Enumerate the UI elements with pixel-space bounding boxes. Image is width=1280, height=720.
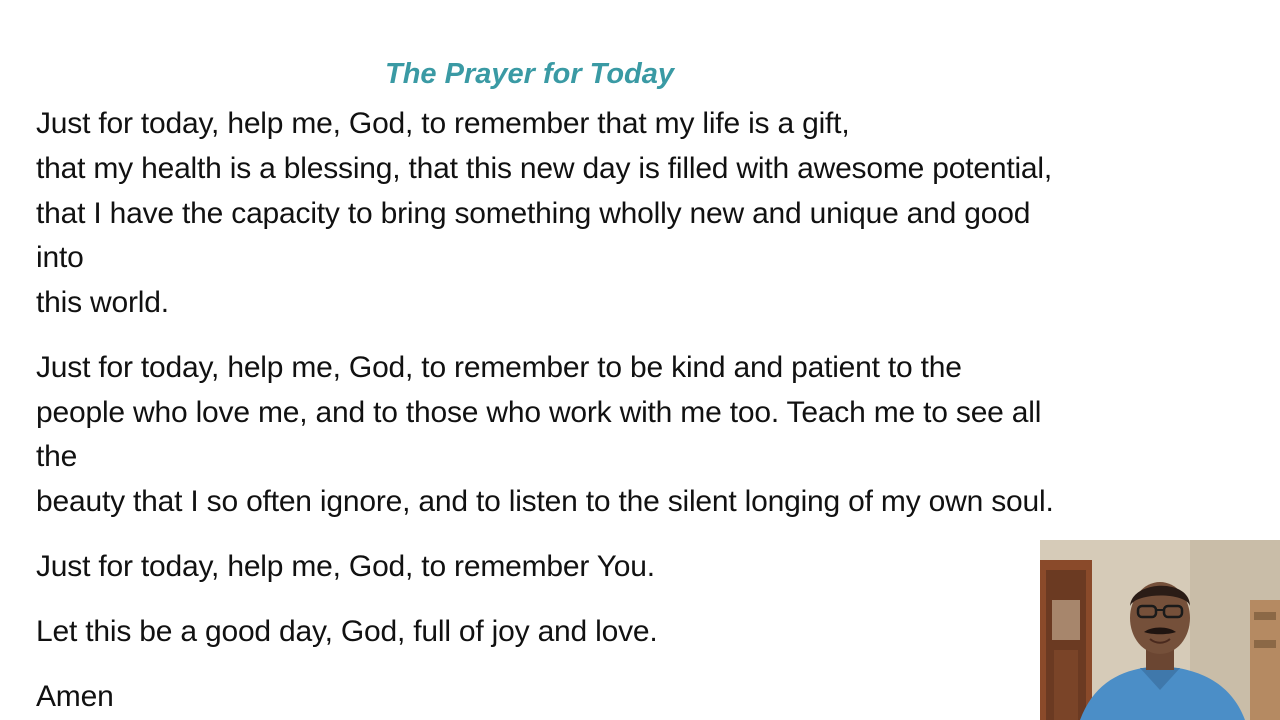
prayer-line: people who love me, and to those who work with me too. Teach me to see all — [36, 396, 1042, 429]
slide-title: The Prayer for Today — [385, 58, 675, 90]
prayer-line: beauty that I so often ignore, and to listen to the silent longing of my own soul. — [36, 485, 1054, 518]
prayer-line: Just for today, help me, God, to remember that my life is a gift, — [36, 107, 850, 140]
prayer-line: that I have the capacity to bring something wholly new and unique and good — [36, 197, 1031, 230]
prayer-line: Let this be a good day, God, full of joy and love. — [36, 615, 658, 648]
prayer-line: Just for today, help me, God, to remember You. — [36, 550, 655, 583]
prayer-line: the — [36, 440, 78, 473]
webcam-video-feed — [1040, 540, 1280, 720]
prayer-line: Amen — [36, 680, 114, 713]
prayer-line: this world. — [36, 286, 169, 319]
prayer-line: into — [36, 241, 84, 274]
presenter-video-icon — [1040, 540, 1280, 720]
prayer-line: Just for today, help me, God, to remember to be kind and patient to the — [36, 351, 962, 384]
prayer-line: that my health is a blessing, that this new day is filled with awesome potential, — [36, 152, 1053, 185]
